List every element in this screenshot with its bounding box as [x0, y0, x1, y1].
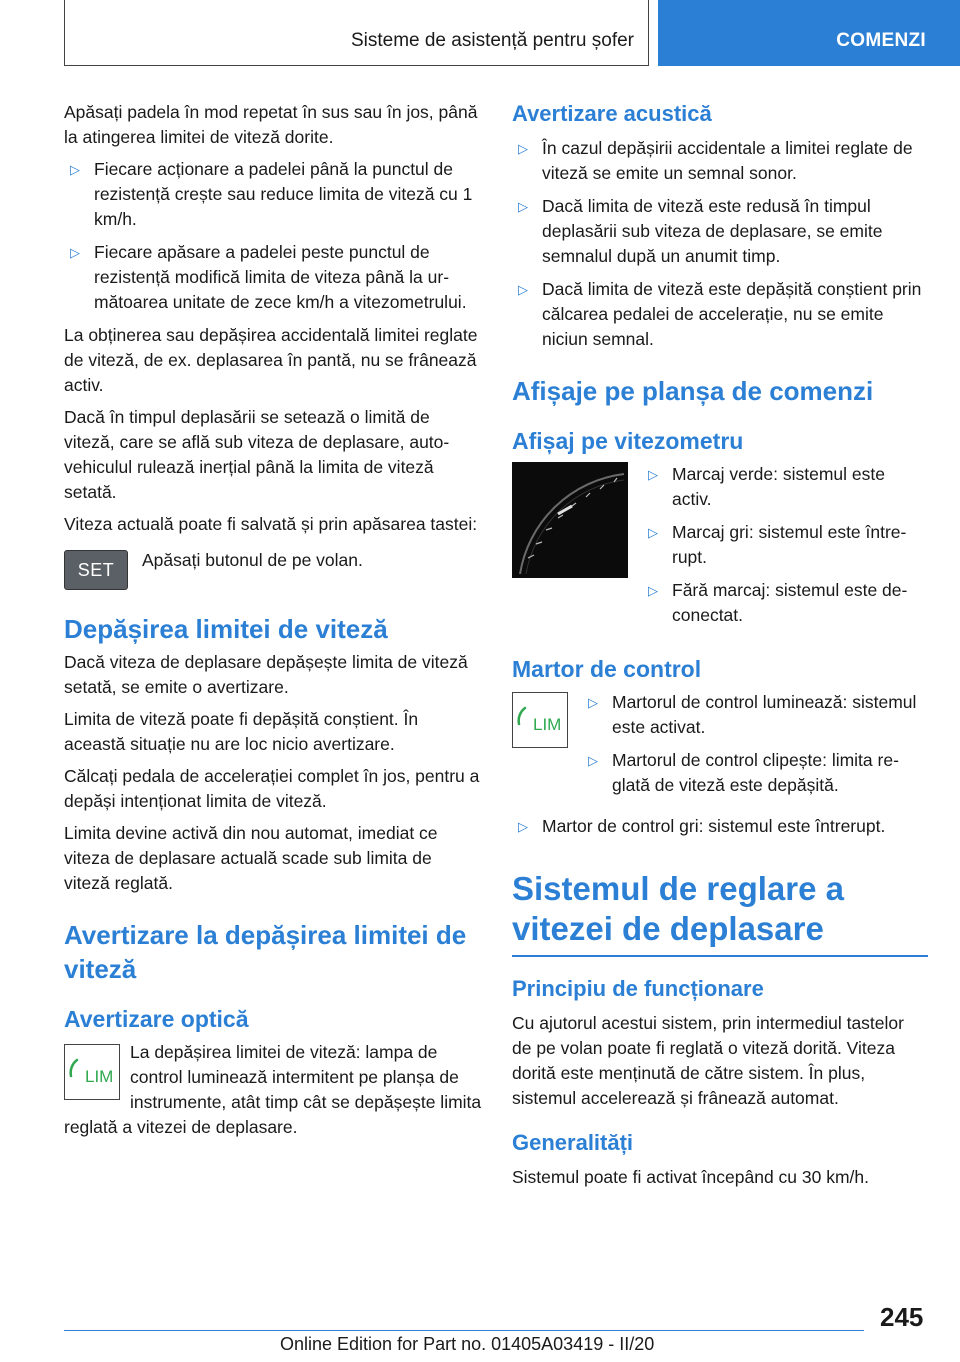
- bullet-triangle-icon: ▷: [518, 819, 528, 834]
- paragraph: Sistemul poate fi activat începând cu 30 km/h.: [512, 1167, 869, 1187]
- bullet-triangle-icon: ▷: [648, 467, 658, 482]
- header-section-title: Sisteme de asistență pentru șofer: [350, 30, 634, 51]
- svg-text:LIM: LIM: [533, 715, 562, 734]
- bullet-item: [512, 136, 928, 186]
- bullet-item: [642, 520, 928, 570]
- bullet-text: Fiecare apăsare a padelei peste punctul de rezistență modifică limita de viteza până la următoarea unitate de zece km/h a vitezometrului.: [94, 242, 467, 312]
- bullet-item: [64, 240, 482, 315]
- control-lamp-block: [512, 690, 928, 806]
- bullet-text: În cazul depășirii accidentale a limitei reglate de viteză se emite un semnal sonor.: [542, 138, 913, 183]
- heading-warning: Avertizare la depășirea limitei de viteză: [64, 920, 467, 984]
- bullet-item: [64, 157, 482, 232]
- bullet-text: Dacă limita de viteză este redusă în timpul deplasării sub viteza de deplasare, se emite semnalul după un anumit timp.: [542, 196, 883, 266]
- bullet-triangle-icon: ▷: [70, 162, 80, 177]
- paragraph: Călcați pedala de accelerației complet în jos, pentru a depăși intenționat limita de viteză.: [64, 766, 480, 811]
- bullet-triangle-icon: ▷: [518, 199, 528, 214]
- bullet-text: Martorul de control luminează: sistemul este activat.: [612, 692, 917, 737]
- heading-acoustic-warning: Avertizare acustică: [512, 101, 712, 126]
- bullet-text: Dacă limita de viteză este depășită conștient prin călcarea pedalei de accelerație, nu se emite niciun semnal.: [542, 279, 922, 349]
- bullet-item: [642, 462, 928, 512]
- bullet-triangle-icon: ▷: [588, 753, 598, 768]
- header-chapter-title: COMENZI: [836, 30, 926, 51]
- paragraph: La obținerea sau depășirea accidentală limitei reglate de viteză, de ex. deplasarea în pantă, nu se frânează activ.: [64, 325, 478, 395]
- paragraph: Viteza actuală poate fi salvată și prin apăsarea tastei:: [64, 514, 478, 534]
- bullet-triangle-icon: ▷: [588, 695, 598, 710]
- bullet-text: Fără marcaj: sistemul este deconectat.: [672, 580, 908, 625]
- page-number: 245: [880, 1302, 924, 1332]
- bullet-item: [582, 690, 928, 740]
- paragraph: Cu ajutorul acestui sistem, prin intermediul tastelor de pe volan poate fi reglată o viteză dorită. Viteza dorită este menținută de către sistem. În plus, sistemul accelerează și frânează automat.: [512, 1013, 904, 1108]
- heading-principle: Principiu de funcționare: [512, 976, 764, 1001]
- heading-optical-warning: Avertizare optică: [64, 1006, 249, 1032]
- optical-warning-text: La depășirea limitei de viteză: lampa de control luminează intermitent pe planșa de instrumente, atât timp cât se depășește limita reglată a vitezei de deplasare.: [64, 1042, 482, 1137]
- bullet-text: Martor de control gri: sistemul este întrerupt.: [542, 816, 886, 836]
- paragraph: Limita devine activă din nou automat, imediat ce viteza de deplasare actuală scade sub limita de viteză reglată.: [64, 823, 438, 893]
- header-section-box: [64, 0, 649, 66]
- speedometer-block: [512, 462, 928, 636]
- left-column: [64, 100, 482, 1147]
- lim-indicator-icon: [64, 1044, 120, 1100]
- lim-indicator-icon: [512, 692, 568, 748]
- header-chapter-tab[interactable]: [658, 0, 960, 66]
- bullet-item: [512, 277, 928, 352]
- bullet-triangle-icon: ▷: [648, 525, 658, 540]
- heading-cruise-control: Sistemul de reglare a vitezei de deplasare: [512, 869, 928, 957]
- paragraph: Limita de viteză poate fi depășită conștient. În această situație nu are loc nicio avertizare.: [64, 709, 419, 754]
- set-button-text: Apăsați butonul de pe volan.: [142, 550, 363, 570]
- speedometer-image: [512, 462, 628, 578]
- bullet-item: [512, 814, 928, 839]
- paragraph: Dacă în timpul deplasării se setează o limită de viteză, care se află sub viteza de deplasare, autovehiculul rulează inerțial până la limita de viteză setată.: [64, 407, 450, 502]
- bullet-text: Fiecare acționare a padelei până la punctul de rezistență crește sau reduce limita de viteză cu 1 km/h.: [94, 159, 473, 229]
- bullet-triangle-icon: ▷: [518, 282, 528, 297]
- bullet-text: Marcaj gri: sistemul este întrerupt.: [672, 522, 907, 567]
- bullet-text: Marcaj verde: sistemul este activ.: [672, 464, 885, 509]
- bullet-triangle-icon: ▷: [648, 583, 658, 598]
- paragraph: Dacă viteza de deplasare depășește limita de viteză setată, se emite o avertizare.: [64, 652, 468, 697]
- bullet-triangle-icon: ▷: [518, 141, 528, 156]
- right-column: [512, 100, 928, 1197]
- control-lamp-bullets: [582, 690, 928, 806]
- svg-text:LIM: LIM: [85, 1067, 114, 1086]
- heading-control-lamp: Martor de control: [512, 656, 702, 682]
- bullet-item: [582, 748, 928, 798]
- optical-warning-block: [64, 1040, 482, 1147]
- footer-divider: [64, 1330, 864, 1331]
- bullet-item: [642, 578, 928, 628]
- bullet-text: Martorul de control clipește: limita reglată de viteză este depășită.: [612, 750, 899, 795]
- set-button-row: [64, 544, 482, 590]
- heading-display: Afișaje pe planșa de comenzi: [512, 376, 874, 406]
- speedometer-bullets: [642, 462, 928, 636]
- heading-speedometer: Afișaj pe vitezometru: [512, 428, 744, 454]
- heading-exceed-limit: Depășirea limitei de viteză: [64, 614, 388, 644]
- set-button-icon: SET: [64, 550, 128, 590]
- heading-general: Generalități: [512, 1130, 634, 1155]
- bullet-item: [512, 194, 928, 269]
- bullet-triangle-icon: ▷: [70, 245, 80, 260]
- footer-edition: Online Edition for Part no. 01405A03419 - II/20: [280, 1334, 655, 1354]
- paragraph: Apăsați padela în mod repetat în sus sau în jos, până la atingerea limitei de viteză dorite.: [64, 102, 478, 147]
